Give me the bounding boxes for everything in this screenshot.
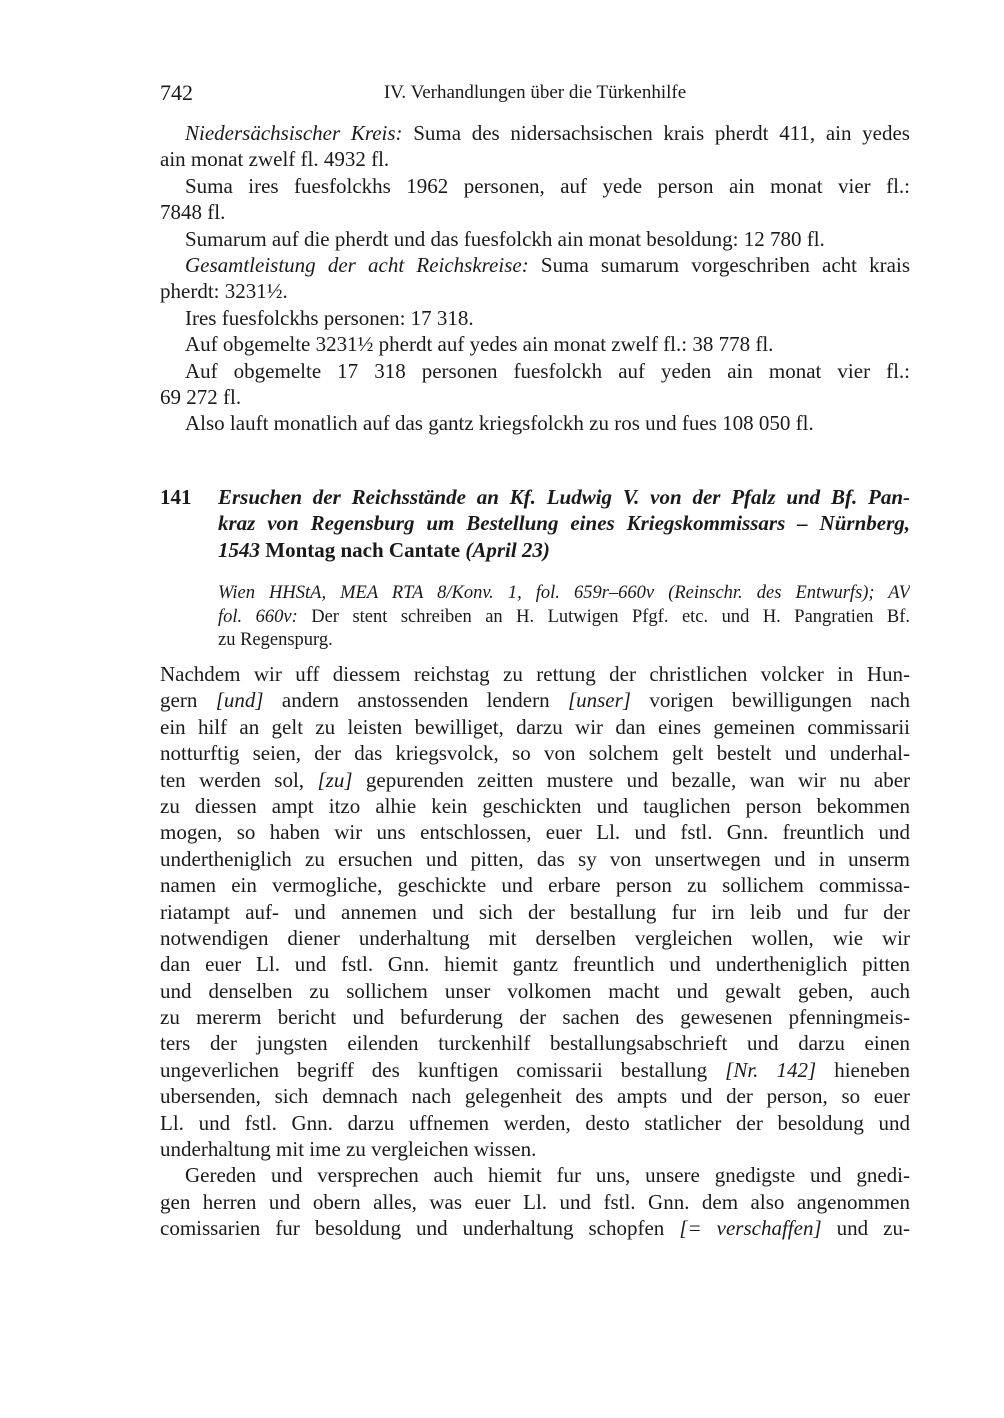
text-segment: mogen, so haben wir uns entschlossen, euer Ll. und fstl. Gnn. freuntlich und (160, 820, 910, 845)
text-segment: Ires fuesfolckhs personen: 17 318. (185, 305, 474, 330)
text-line (160, 687, 910, 713)
text-line (160, 252, 910, 278)
italic-text: (April 23) (465, 537, 550, 562)
text-segment: Suma sumarum vorgeschriben acht krais (528, 252, 910, 277)
text-segment: Sumarum auf die pherdt und das fuesfolckh ain monat besoldung: 12 780 fl. (185, 226, 825, 251)
text-line (218, 537, 910, 563)
text-line (218, 606, 910, 630)
text-segment: comissarien fur besoldung und underhaltung schopfen (160, 1216, 680, 1241)
text-line (160, 899, 910, 925)
italic-text: Niedersächsischer Kreis: (185, 121, 403, 145)
text-segment: Suma ires fuesfolckhs 1962 personen, auf yede person ain monat vier fl.: (185, 173, 910, 198)
page-number: 742 (160, 80, 193, 105)
text-segment: Suma des nidersachsischen krais pherdt 411, ain yedes (402, 121, 910, 145)
italic-text: kraz von Regensburg um Bestellung eines Kriegskommissars – Nürnberg, (218, 511, 910, 536)
text-line (160, 384, 910, 410)
text-line (160, 120, 910, 146)
text-line (160, 226, 910, 252)
text-line (160, 199, 910, 225)
text-line (160, 146, 910, 172)
text-line (160, 846, 910, 872)
italic-text: 1543 (218, 537, 260, 562)
text-line (160, 740, 910, 766)
summary-block (160, 120, 910, 437)
text-segment: gepurenden zeitten mustere und bezalle, wan wir nu aber (352, 767, 910, 792)
text-line (160, 358, 910, 384)
text-segment: gen herren und obern alles, was euer Ll. und fstl. Gnn. dem also angenommen (160, 1189, 910, 1214)
italic-text: Wien HHStA, MEA RTA 8/Konv. 1, fol. 659r–660v (Reinschr. des Entwurfs); AV (218, 583, 910, 603)
text-line (218, 510, 910, 536)
text-segment: ein hilf an gelt zu leisten bewilliget, darzu wir dan eines gemeinen commissarii (160, 714, 910, 739)
text-line (218, 629, 910, 653)
text-line (160, 925, 910, 951)
text-segment: hieneben (816, 1057, 910, 1082)
text-segment: pherdt: 3231½. (160, 279, 288, 304)
italic-text: Ersuchen der Reichsstände an Kf. Ludwig V. von der Pfalz und Bf. Pan- (218, 485, 910, 509)
text-segment: vorigen bewilligungen nach (630, 688, 910, 713)
text-segment: ubersenden, sich demnach nach gelegenheit des ampts und der person, so euer (160, 1084, 910, 1109)
text-segment: Auf obgemelte 3231½ pherdt auf yedes ain monat zwelf fl.: 38 778 fl. (185, 332, 774, 357)
text-line (218, 484, 910, 510)
text-line (160, 1004, 910, 1030)
text-line (160, 1162, 910, 1188)
italic-text: [und] (215, 688, 264, 713)
text-segment: andern anstossenden lendern (263, 688, 568, 713)
document-number: 141 (160, 485, 192, 509)
italic-text: [zu] (317, 767, 353, 792)
italic-text: [= verschaffen] (679, 1216, 822, 1241)
text-segment: gern (160, 688, 216, 713)
text-segment: und zu- (821, 1216, 910, 1241)
text-line (160, 978, 910, 1004)
main-text (160, 661, 910, 1242)
text-line (218, 582, 910, 606)
text-segment: und denselben zu sollichem unser volkomen macht und gewalt geben, auch (160, 978, 910, 1003)
italic-text: Gesamtleistung der acht Reichskreise: (185, 252, 529, 277)
text-segment: dan euer Ll. und fstl. Gnn. hiemit gantz freuntlich und undertheniglich pitten (160, 952, 910, 977)
text-segment: 7848 fl. (160, 200, 226, 225)
text-line (160, 331, 910, 357)
text-line (160, 1057, 910, 1083)
text-line (160, 819, 910, 845)
text-segment: namen ein vermogliche, geschickte und erbare person zu sollichem commissa- (160, 873, 910, 898)
text-segment: undertheniglich zu ersuchen und pitten, das sy von unsertwegen und in unserm (160, 846, 910, 871)
text-line (160, 767, 910, 793)
text-segment: ten werden sol, (160, 767, 318, 792)
text-line (160, 872, 910, 898)
text-segment: Auf obgemelte 17 318 personen fuesfolckh auf yeden ain monat vier fl.: (185, 358, 910, 383)
text-segment: zu diessen ampt itzo alhie kein geschickten und tauglichen person bekommen (160, 793, 910, 818)
italic-text: [Nr. 142] (725, 1057, 817, 1082)
running-title: IV. Verhandlungen über die Türkenhilfe (383, 82, 687, 103)
text-segment: ain monat zwelf fl. 4932 fl. (160, 147, 390, 172)
text-segment: underhaltung mit ime zu vergleichen wissen. (160, 1137, 537, 1162)
text-line (160, 793, 910, 819)
text-line (160, 1083, 910, 1109)
text-segment: Der stent schreiben an H. Lutwigen Pfgf. etc. und H. Pangratien Bf. (297, 606, 910, 627)
document-heading (218, 484, 910, 563)
text-line (160, 278, 910, 304)
text-segment: Gereden und versprechen auch hiemit fur uns, unsere gnedigste und gnedi- (185, 1163, 910, 1188)
text-segment: 69 272 fl. (160, 384, 242, 409)
text-line (160, 173, 910, 199)
text-line (160, 410, 910, 436)
text-line (160, 1110, 910, 1136)
text-segment: ters der jungsten eilenden turckenhilf bestallungsabschrieft und darzu einen (160, 1031, 910, 1056)
text-segment: Montag nach Cantate (260, 537, 466, 562)
source-note (218, 582, 910, 653)
text-segment: Nachdem wir uff diessem reichstag zu rettung der christlichen volcker in Hun- (160, 662, 910, 686)
text-segment: notturftig seien, der das kriegsvolck, so von solchem gelt bestelt und underhal- (160, 741, 910, 766)
text-line (160, 951, 910, 977)
text-line (160, 714, 910, 740)
text-segment: zu mererm bericht und befurderung der sachen des gewesenen pfenningmeis- (160, 1005, 910, 1030)
text-line (160, 1030, 910, 1056)
text-segment: Ll. und fstl. Gnn. darzu uffnemen werden, desto statlicher der besoldung und (160, 1110, 910, 1135)
text-segment: zu Regenspurg. (218, 630, 333, 650)
text-segment: riatampt auf- und annemen und sich der bestallung fur irn leib und fur der (160, 899, 910, 924)
text-line (160, 1215, 910, 1241)
text-line (160, 305, 910, 331)
text-line (160, 1136, 910, 1162)
text-segment: ungeverlichen begriff des kunftigen comissarii bestallung (160, 1057, 726, 1082)
text-segment: notwendigen diener underhaltung mit derselben vergleichen wollen, wie wir (160, 925, 910, 950)
text-line (160, 661, 910, 687)
italic-text: fol. 660v: (218, 606, 298, 627)
text-segment: Also lauft monatlich auf das gantz kriegsfolckh zu ros und fues 108 050 fl. (185, 411, 814, 436)
italic-text: [unser] (567, 688, 631, 713)
text-line (160, 1189, 910, 1215)
